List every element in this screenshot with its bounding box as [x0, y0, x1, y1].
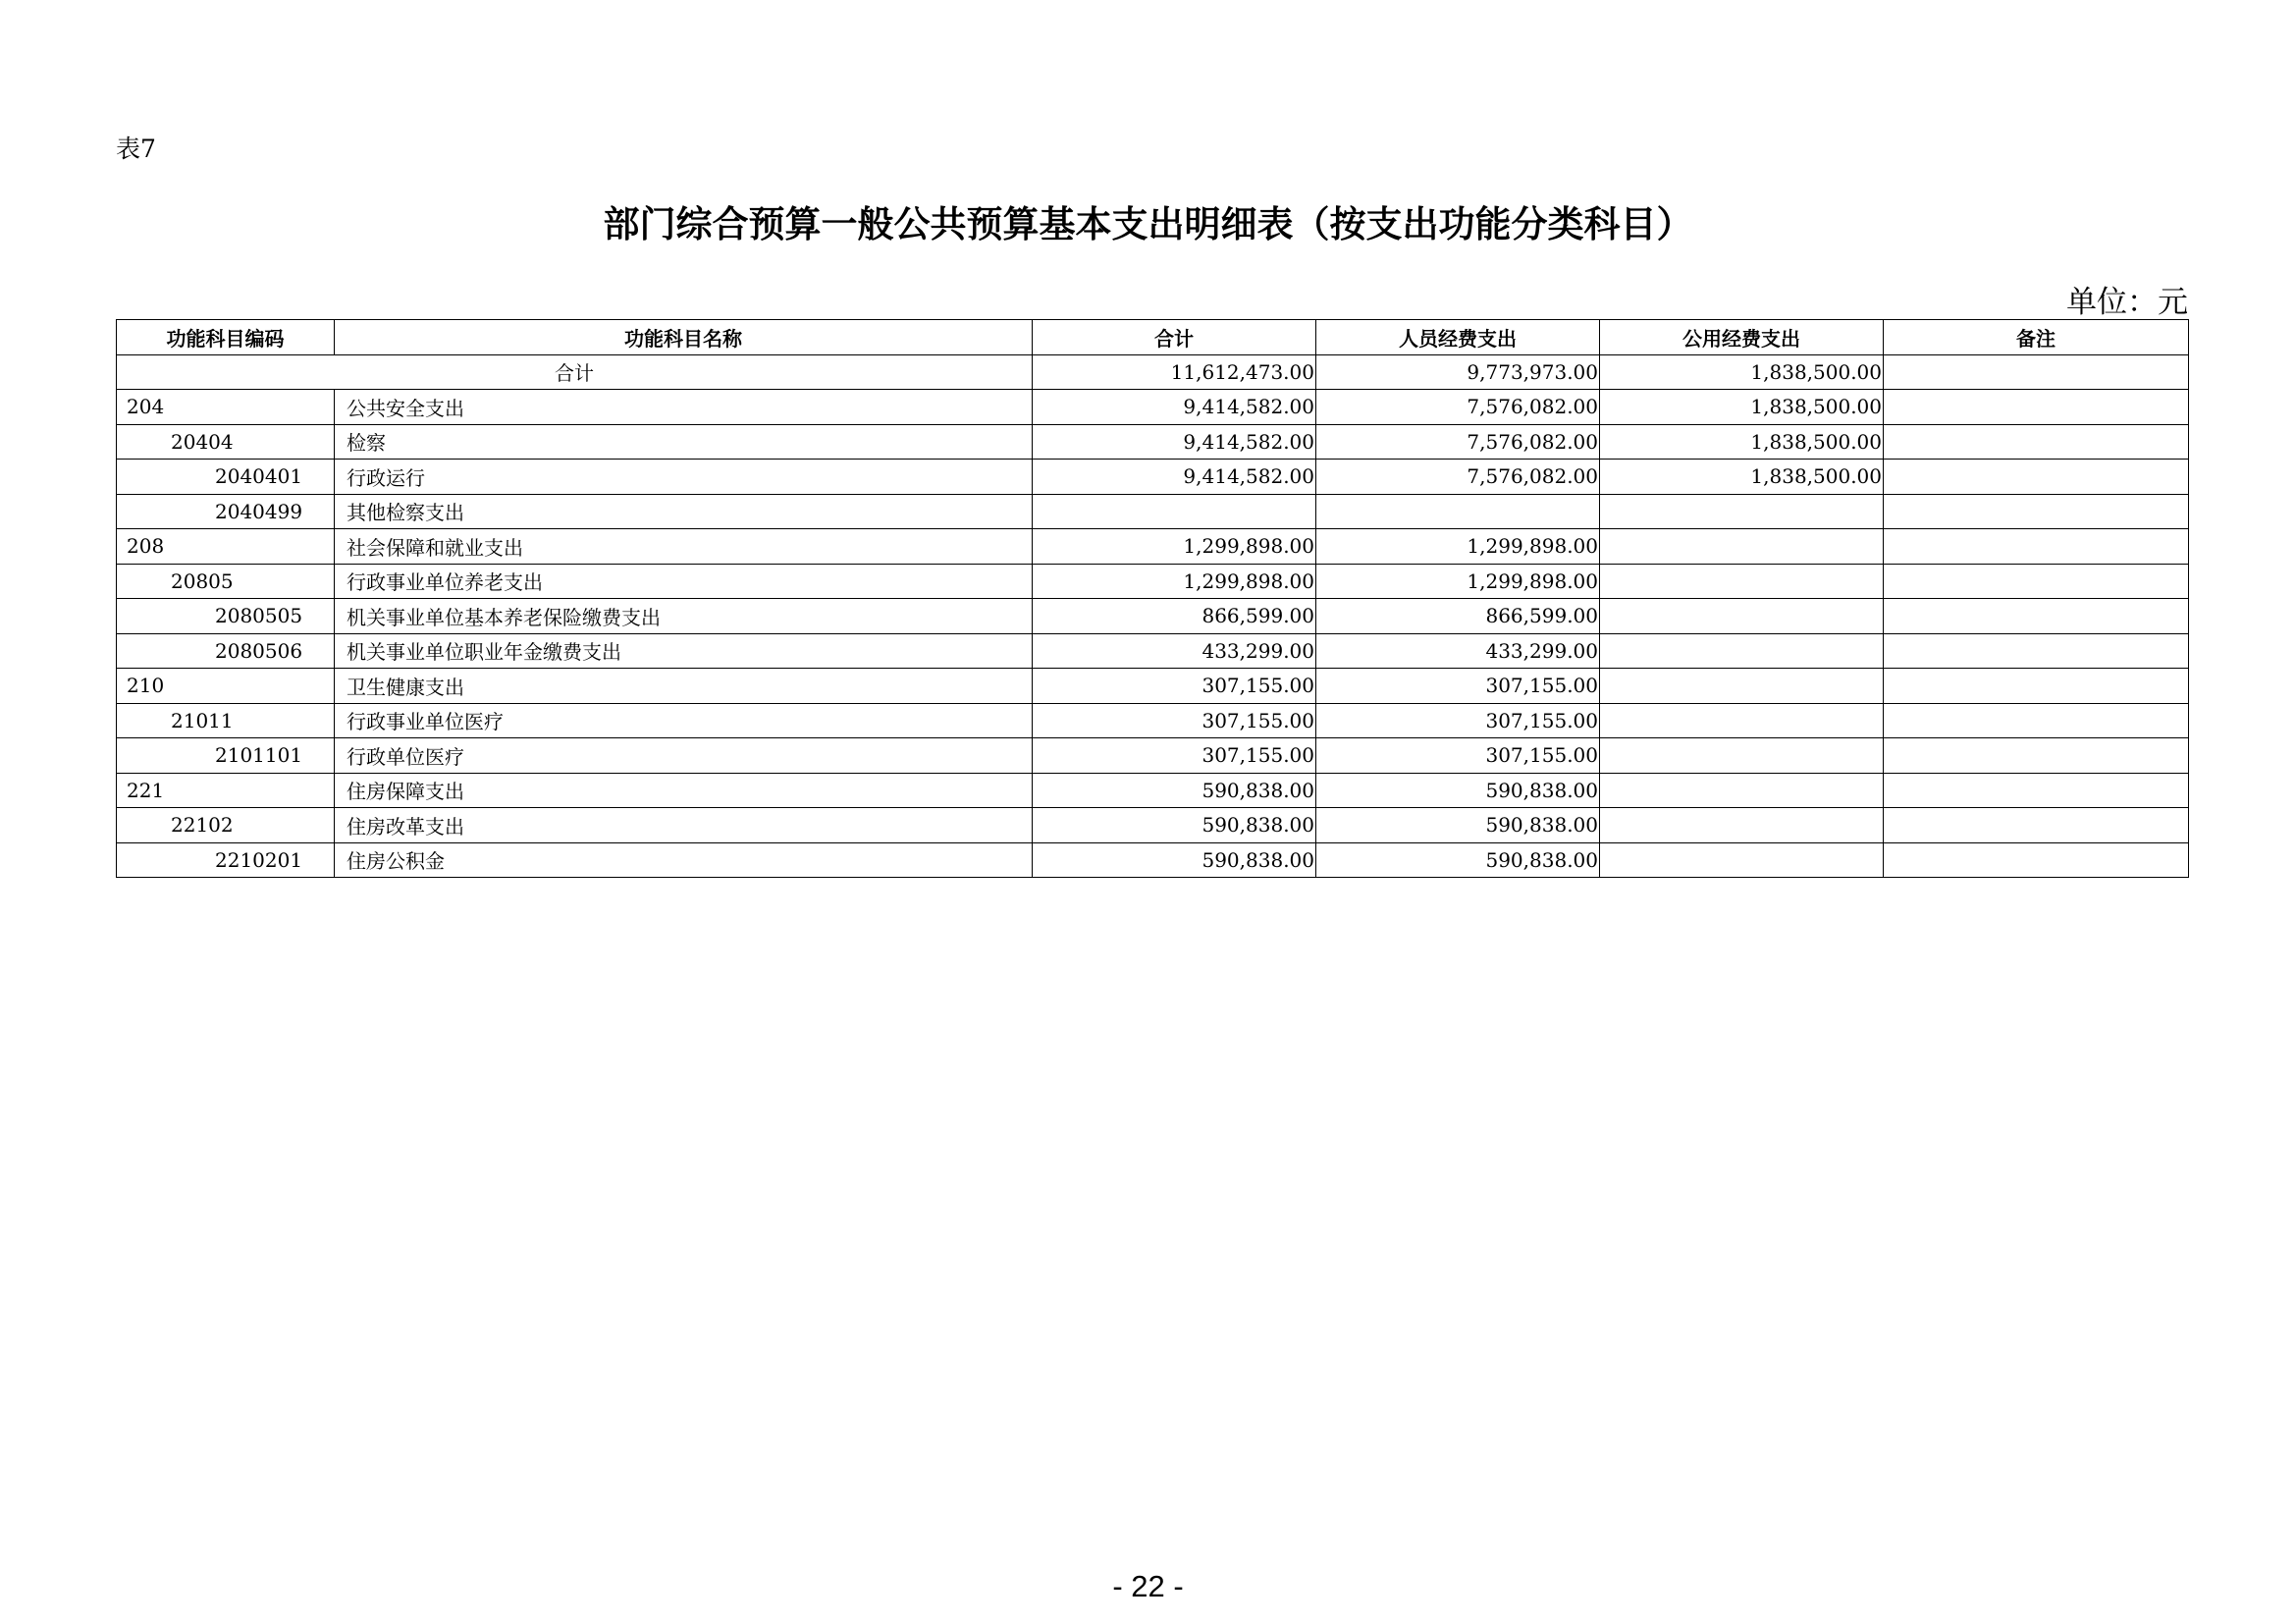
row-public [1600, 842, 1884, 878]
row-note [1884, 842, 2189, 878]
row-public [1600, 669, 1884, 704]
unit-label: 单位：元 [2066, 285, 2188, 320]
row-name: 住房改革支出 [335, 808, 1033, 843]
total-personnel: 9,773,973.00 [1316, 354, 1600, 390]
row-name: 卫生健康支出 [335, 669, 1033, 704]
row-code: 2040401 [117, 460, 335, 495]
total-public: 1,838,500.00 [1600, 354, 1884, 390]
row-total: 307,155.00 [1033, 738, 1316, 774]
table-row [117, 773, 2189, 808]
table-row [117, 390, 2189, 425]
header-personnel: 人员经费支出 [1316, 320, 1600, 355]
row-name: 住房保障支出 [335, 773, 1033, 808]
table-row [117, 460, 2189, 495]
row-note [1884, 773, 2189, 808]
header-row [117, 320, 2189, 355]
row-total: 1,299,898.00 [1033, 564, 1316, 599]
total-note [1884, 354, 2189, 390]
table-row [117, 703, 2189, 738]
row-note [1884, 738, 2189, 774]
row-name: 行政事业单位医疗 [335, 703, 1033, 738]
budget-table [116, 319, 2189, 878]
row-public [1600, 494, 1884, 529]
total-amount: 11,612,473.00 [1033, 354, 1316, 390]
row-name: 行政单位医疗 [335, 738, 1033, 774]
row-code: 208 [117, 529, 335, 565]
row-personnel: 307,155.00 [1316, 669, 1600, 704]
row-code: 221 [117, 773, 335, 808]
row-public [1600, 808, 1884, 843]
row-note [1884, 529, 2189, 565]
row-name: 行政事业单位养老支出 [335, 564, 1033, 599]
row-name: 行政运行 [335, 460, 1033, 495]
total-label: 合计 [117, 354, 1033, 390]
row-note [1884, 460, 2189, 495]
row-personnel: 7,576,082.00 [1316, 424, 1600, 460]
row-note [1884, 808, 2189, 843]
row-code: 22102 [117, 808, 335, 843]
total-row [117, 354, 2189, 390]
row-code: 204 [117, 390, 335, 425]
row-public [1600, 529, 1884, 565]
row-personnel: 7,576,082.00 [1316, 460, 1600, 495]
table-row [117, 599, 2189, 634]
table-header [117, 320, 2189, 355]
row-name: 住房公积金 [335, 842, 1033, 878]
row-note [1884, 424, 2189, 460]
table-row [117, 633, 2189, 669]
table-label: 表7 [116, 135, 156, 163]
row-public [1600, 738, 1884, 774]
row-total: 307,155.00 [1033, 703, 1316, 738]
row-public [1600, 633, 1884, 669]
row-total: 866,599.00 [1033, 599, 1316, 634]
row-total: 9,414,582.00 [1033, 390, 1316, 425]
row-public [1600, 564, 1884, 599]
row-public [1600, 773, 1884, 808]
row-name: 机关事业单位职业年金缴费支出 [335, 633, 1033, 669]
row-personnel: 307,155.00 [1316, 703, 1600, 738]
row-public: 1,838,500.00 [1600, 460, 1884, 495]
row-code: 21011 [117, 703, 335, 738]
row-public: 1,838,500.00 [1600, 390, 1884, 425]
table-row [117, 842, 2189, 878]
header-total: 合计 [1033, 320, 1316, 355]
row-total: 9,414,582.00 [1033, 424, 1316, 460]
row-name: 机关事业单位基本养老保险缴费支出 [335, 599, 1033, 634]
row-total: 590,838.00 [1033, 842, 1316, 878]
table-row [117, 494, 2189, 529]
row-note [1884, 494, 2189, 529]
row-personnel: 433,299.00 [1316, 633, 1600, 669]
row-total: 590,838.00 [1033, 808, 1316, 843]
row-public [1600, 703, 1884, 738]
row-code: 2040499 [117, 494, 335, 529]
row-total: 9,414,582.00 [1033, 460, 1316, 495]
row-code: 2101101 [117, 738, 335, 774]
row-note [1884, 390, 2189, 425]
header-name: 功能科目名称 [335, 320, 1033, 355]
row-name: 社会保障和就业支出 [335, 529, 1033, 565]
row-note [1884, 633, 2189, 669]
row-code: 2210201 [117, 842, 335, 878]
row-name: 公共安全支出 [335, 390, 1033, 425]
row-name: 其他检察支出 [335, 494, 1033, 529]
row-personnel: 590,838.00 [1316, 842, 1600, 878]
row-public: 1,838,500.00 [1600, 424, 1884, 460]
table-body [117, 354, 2189, 878]
row-total [1033, 494, 1316, 529]
table-row [117, 564, 2189, 599]
header-public: 公用经费支出 [1600, 320, 1884, 355]
row-personnel: 590,838.00 [1316, 808, 1600, 843]
row-code: 20404 [117, 424, 335, 460]
row-note [1884, 599, 2189, 634]
page-number: - 22 - [1112, 1569, 1184, 1603]
row-personnel: 7,576,082.00 [1316, 390, 1600, 425]
row-total: 1,299,898.00 [1033, 529, 1316, 565]
row-note [1884, 703, 2189, 738]
row-total: 307,155.00 [1033, 669, 1316, 704]
row-total: 433,299.00 [1033, 633, 1316, 669]
row-personnel: 1,299,898.00 [1316, 529, 1600, 565]
row-public [1600, 599, 1884, 634]
row-code: 2080505 [117, 599, 335, 634]
row-personnel: 866,599.00 [1316, 599, 1600, 634]
table-row [117, 669, 2189, 704]
row-personnel: 1,299,898.00 [1316, 564, 1600, 599]
row-code: 20805 [117, 564, 335, 599]
row-name: 检察 [335, 424, 1033, 460]
row-personnel: 307,155.00 [1316, 738, 1600, 774]
document-title: 部门综合预算一般公共预算基本支出明细表（按支出功能分类科目） [603, 203, 1693, 245]
row-personnel [1316, 494, 1600, 529]
table-row [117, 808, 2189, 843]
row-personnel: 590,838.00 [1316, 773, 1600, 808]
row-note [1884, 564, 2189, 599]
table-row [117, 424, 2189, 460]
table-row [117, 738, 2189, 774]
header-code: 功能科目编码 [117, 320, 335, 355]
row-code: 2080506 [117, 633, 335, 669]
row-total: 590,838.00 [1033, 773, 1316, 808]
header-note: 备注 [1884, 320, 2189, 355]
row-note [1884, 669, 2189, 704]
table-row [117, 529, 2189, 565]
row-code: 210 [117, 669, 335, 704]
